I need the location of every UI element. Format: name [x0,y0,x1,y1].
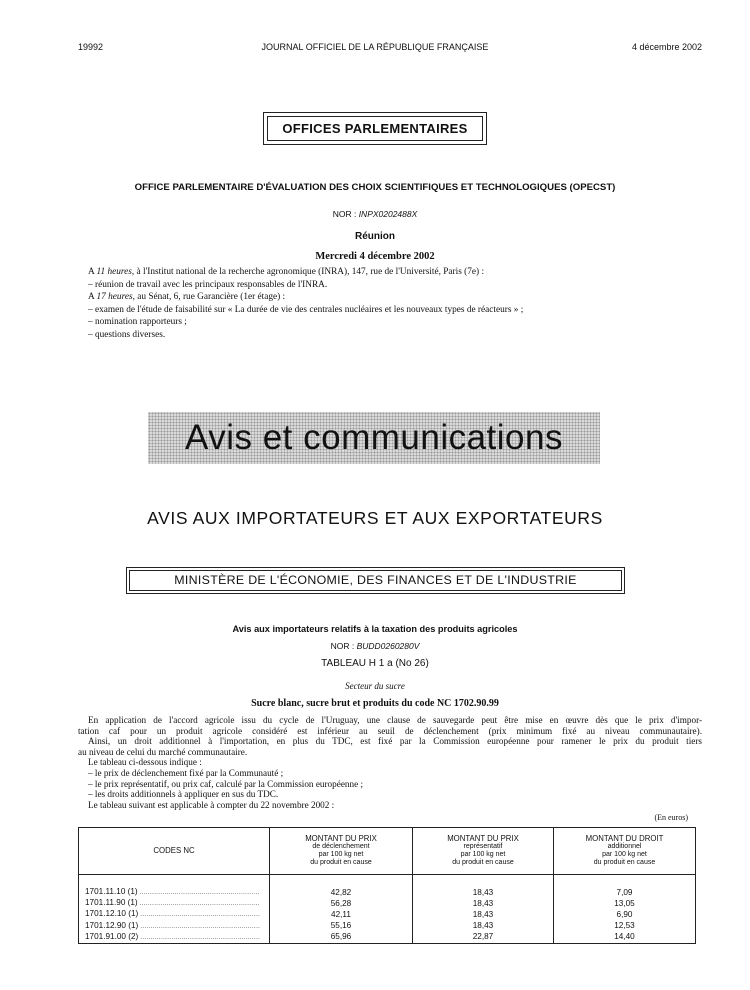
cell-representatif: 18,43 [413,921,554,932]
unit-note: (En euros) [654,813,688,822]
column-header-droit: MONTANT DU DROIT additionnel par 100 kg net du produit en cause [554,828,696,875]
section-heading-wrap [0,112,750,145]
journal-title: JOURNAL OFFICIEL DE LA RÉPUBLIQUE FRANÇAISE [261,42,489,52]
product-title: Sucre blanc, sucre brut et produits du code NC 1702.90.99 [251,698,499,709]
cell-declenchement: 42,82 [270,887,413,898]
table-row [79,887,696,898]
tariff-table [78,827,696,944]
notice-nor [0,641,750,651]
cell-representatif: 18,43 [413,898,554,909]
paragraph-line: Ainsi, un droit additionnel à l'importation, en plus du TDC, est fixé par la Commission européenne pour ramener le prix du produit tiers [88,736,702,747]
cell-code: 1701.12.90 (1) .......................................................... [79,921,270,932]
section-banner [148,412,600,464]
meeting-date: Mercredi 4 décembre 2002 [315,251,435,262]
office-title: OFFICE PARLEMENTAIRE D'ÉVALUATION DES CHOIX SCIENTIFIQUES ET TECHNOLOGIQUES (OPECST) [134,182,616,193]
cell-droit: 13,05 [554,898,696,909]
cell-droit: 7,09 [554,887,696,898]
tableau-label: TABLEAU H 1 a (No 26) [321,658,429,669]
nor-label: NOR : [330,641,355,651]
cell-declenchement: 42,11 [270,909,413,920]
table-header-row [79,828,696,875]
agenda-line: – nomination rapporteurs ; [88,317,187,327]
section-heading: OFFICES PARLEMENTAIRES [267,116,482,141]
cell-declenchement: 56,28 [270,898,413,909]
agenda-line: A 17 heures, au Sénat, 6, rue Garancière (1er étage) : [88,292,286,302]
paragraph-line: En application de l'accord agricole issu du cycle de l'Uruguay, une clause de sauvegarde peut être mise en œuvre dès que le prix d'impor- [88,715,702,725]
running-head [0,42,750,56]
paragraph-line: – les droits additionnels à appliquer en sus du TDC. [88,789,279,800]
issue-date: 4 décembre 2002 [631,42,702,52]
paragraph-line: Le tableau ci-dessous indique : [88,757,202,768]
column-header-declenchement: MONTANT DU PRIX de déclenchement par 100 kg net du produit en cause [270,828,413,875]
table-row [79,921,696,932]
nor-label: NOR : [332,209,357,219]
ministry-name: MINISTÈRE DE L'ÉCONOMIE, DES FINANCES ET DE L'INDUSTRIE [129,570,622,591]
cell-representatif: 18,43 [413,887,554,898]
page-number: 19992 [78,42,104,52]
nor-code: INPX0202488X [358,209,418,219]
notice-title: Avis aux importateurs relatifs à la taxation des produits agricoles [232,624,518,634]
paragraph-line: au niveau de celui du marché communautaire. [78,746,248,757]
cell-code: 1701.11.90 (1) .......................................................... [79,898,270,909]
secteur-label: Secteur du sucre [345,681,405,691]
notice-body [78,715,702,810]
reunion-heading: Réunion [355,231,395,242]
section-heading-box [263,112,486,145]
table-spacer-row [79,875,696,888]
agenda [88,266,688,341]
cell-code: 1701.11.10 (1) .......................................................... [79,887,270,898]
avis-heading: AVIS AUX IMPORTATEURS ET AUX EXPORTATEURS [147,508,603,528]
cell-code: 1701.91.00 (2) .......................................................... [79,932,270,944]
ministry-box [126,567,625,594]
paragraph-line: tation caf pour un produit agricole considéré est inférieur au seuil de déclenchement (prix minimum fixé au niveau communautaire). [78,725,702,736]
cell-declenchement: 65,96 [270,932,413,944]
cell-droit: 14,40 [554,932,696,944]
table-row [79,932,696,944]
cell-representatif: 22,87 [413,932,554,944]
cell-representatif: 18,43 [413,909,554,920]
paragraph-line: – le prix représentatif, ou prix caf, calculé par la Commission européenne ; [88,778,364,789]
agenda-line: A 11 heures, à l'Institut national de la recherche agronomique (INRA), 147, rue de l'Université, Paris (7e) : [88,267,485,277]
cell-code: 1701.12.10 (1) .......................................................... [79,909,270,920]
paragraph-line: – le prix de déclenchement fixé par la Communauté ; [88,767,284,778]
table-row [79,909,696,920]
banner-title: Avis et communications [184,418,563,457]
column-header-representatif: MONTANT DU PRIX représentatif par 100 kg net du produit en cause [413,828,554,875]
agenda-line: – réunion de travail avec les principaux responsables de l'INRA. [88,279,328,290]
nor-code: BUDD0260280V [356,641,420,651]
cell-droit: 12,53 [554,921,696,932]
agenda-line: – examen de l'étude de faisabilité sur « La durée de vie des centrales nucléaires et les nouveaux types de réacteurs » ; [88,304,524,315]
table-row [79,898,696,909]
cell-droit: 6,90 [554,909,696,920]
opecst-nor [0,209,750,219]
cell-declenchement: 55,16 [270,921,413,932]
paragraph-line: Le tableau suivant est applicable à compter du 22 novembre 2002 : [88,799,335,810]
column-header-codes: CODES NC [79,828,270,875]
agenda-line: – questions diverses. [88,329,166,340]
